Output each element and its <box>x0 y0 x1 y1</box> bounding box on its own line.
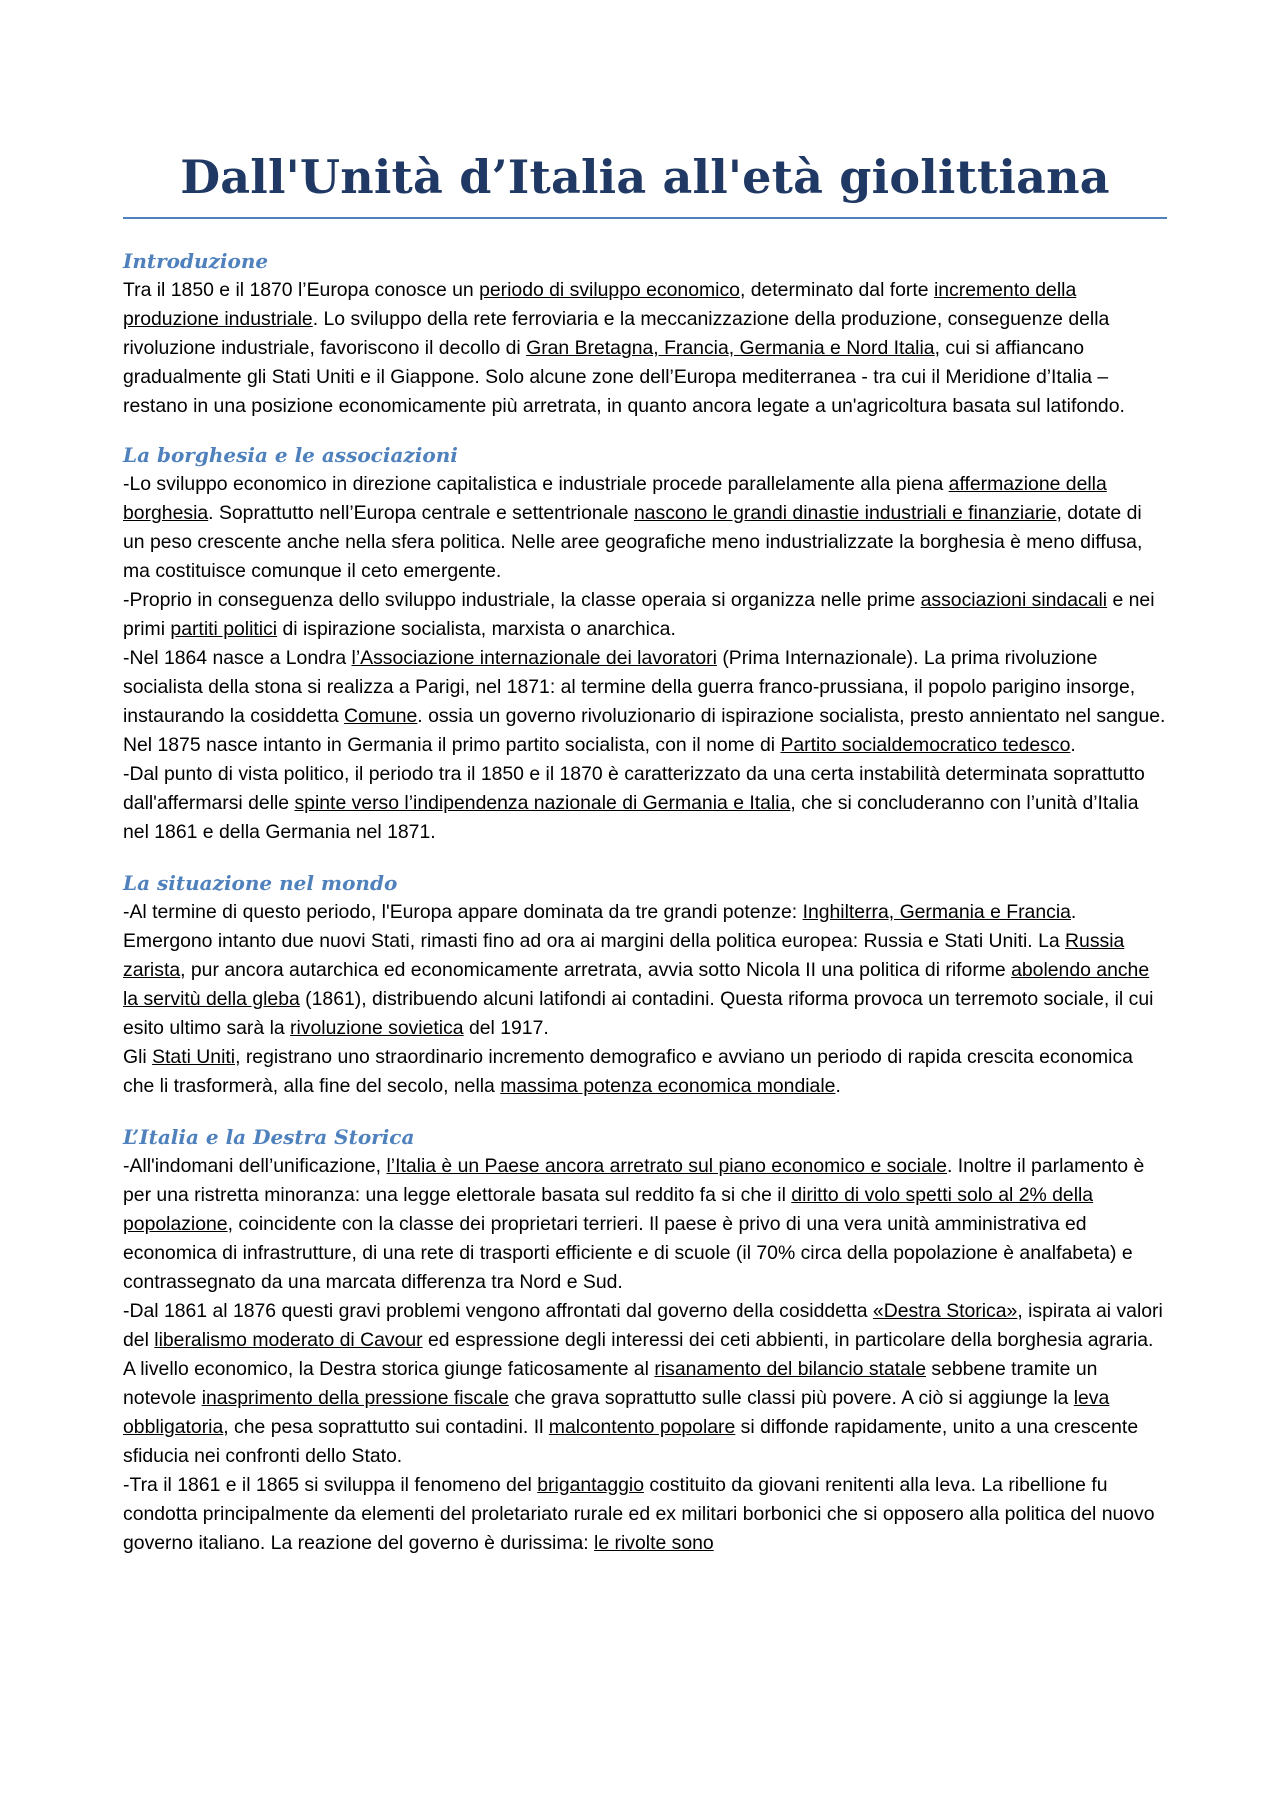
text-run: . <box>835 1075 841 1098</box>
underlined-text: diritto di volo spetti solo al 2% della popolazione <box>123 1184 1094 1236</box>
text-run: (Prima Internazionale). La prima rivoluzione socialista della stona si realizza a Parigi, nel 1871: al termine della guerra franco-prussiana, il popolo parigino insorge, instaurando la cosiddetta <box>123 647 1136 728</box>
text-run: -Nel 1864 nasce a Londra <box>123 647 352 670</box>
underlined-text: incremento della produzione industriale <box>123 279 1077 331</box>
underlined-text: Inghilterra, Germania e Francia <box>802 901 1071 924</box>
underlined-text: periodo di sviluppo economico <box>479 279 740 302</box>
underlined-text: Gran Bretagna, Francia, Germania e Nord Italia <box>526 337 935 360</box>
underlined-text: associazioni sindacali <box>920 589 1108 612</box>
text-run: , dotate di un peso crescente anche nella sfera politica. Nelle aree geografiche meno industrializzate la borghesia è meno diffusa, ma costituisce comunque il ceto emergente. <box>123 502 1143 583</box>
text-run: . Inoltre il parlamento è per una ristretta minoranza: una legge elettorale basata sul reddito fa si che il <box>123 1155 1145 1207</box>
section-heading: L’Italia e la Destra Storica <box>123 1125 415 1150</box>
text-run: di ispirazione socialista, marxista o anarchica. <box>277 618 676 641</box>
underlined-text: massima potenza economica mondiale <box>500 1075 836 1098</box>
text-run: -Al termine di questo periodo, l'Europa appare dominata da tre grandi potenze: <box>123 901 803 924</box>
text-run: del 1917. <box>463 1017 549 1040</box>
text-run: -Lo sviluppo economico in direzione capitalistica e industriale procede parallelamente alla piena <box>123 473 949 496</box>
text-run: , pur ancora autarchica ed economicamente arretrata, avvia sotto Nicola II una politica di riforme <box>180 959 1012 982</box>
section-heading: Introduzione <box>123 249 269 274</box>
text-run: -All'indomani dell’unificazione, <box>123 1155 387 1178</box>
text-run: , registrano uno straordinario incremento demografico e avviano un periodo di rapida crescita economica che li trasformerà, alla fine del secolo, nella <box>123 1046 1133 1098</box>
section <box>123 1123 1167 1558</box>
underlined-text: nascono le grandi dinastie industriali e finanziarie <box>633 502 1057 525</box>
document-body <box>123 247 1167 1558</box>
underlined-text: Stati Uniti <box>152 1046 236 1069</box>
paragraph <box>123 898 1167 1043</box>
section <box>123 247 1167 421</box>
text-run: . Emergono intanto due nuovi Stati, rimasti fino ad ora ai margini della politica europea: Russia e Stati Uniti. La <box>123 901 1077 953</box>
paragraph <box>123 276 1167 421</box>
text-run: ed espressione degli interessi dei ceti abbienti, in particolare della borghesia agraria. A livello economico, la Destra storica giunge faticosamente al <box>123 1329 1154 1381</box>
underlined-text: Comune <box>344 705 418 728</box>
underlined-text: abolendo anche la servitù della gleba <box>123 959 1150 1011</box>
text-run: sebbene tramite un notevole <box>123 1358 1098 1410</box>
paragraph <box>123 644 1167 760</box>
text-run: Gli <box>123 1046 153 1069</box>
underlined-text: Russia zarista <box>123 930 1125 982</box>
underlined-text: «Destra Storica» <box>872 1300 1018 1323</box>
text-run: , che si concluderanno con l’unità d’Italia nel 1861 e della Germania nel 1871. <box>123 792 1139 844</box>
text-run: -Tra il 1861 e il 1865 si sviluppa il fenomeno del <box>123 1474 538 1497</box>
section-heading: La situazione nel mondo <box>123 871 398 896</box>
underlined-text: malcontento popolare <box>548 1416 736 1439</box>
text-run: , cui si affiancano gradualmente gli Stati Uniti e il Giappone. Solo alcune zone dell’Europa mediterranea - tra cui il Meridione d’Italia – restano in una posizione economicamente più arretrata, in quanto ancora legate a un'agricoltura basata sul latifondo. <box>123 337 1125 418</box>
paragraph <box>123 1471 1167 1558</box>
text-run: -Dal 1861 al 1876 questi gravi problemi vengono affrontati dal governo della cosiddetta <box>123 1300 873 1323</box>
text-run: , ispirata ai valori del <box>123 1300 1163 1352</box>
paragraph <box>123 1043 1167 1101</box>
underlined-text: inasprimento della pressione fiscale <box>201 1387 509 1410</box>
paragraph <box>123 470 1167 586</box>
underlined-text: affermazione della borghesia <box>123 473 1107 525</box>
text-run: , coincidente con la classe dei proprietari terrieri. Il paese è privo di una vera unità amministrativa ed economica di infrastrutture, di una rete di trasporti efficiente e di scuole (il 70% circa della popolazione è analfabeta) e contrassegnato da una marcata differenza tra Nord e Sud. <box>123 1213 1133 1294</box>
text-run: . <box>1070 734 1076 757</box>
paragraph <box>123 1297 1167 1471</box>
underlined-text: brigantaggio <box>537 1474 644 1497</box>
text-run: , che pesa soprattutto sui contadini. Il <box>223 1416 549 1439</box>
text-run: . Soprattutto nell’Europa centrale e settentrionale <box>208 502 634 525</box>
section-heading: La borghesia e le associazioni <box>123 443 458 468</box>
text-run: si diffonde rapidamente, unito a una crescente sfiducia nei confronti dello Stato. <box>123 1416 1139 1468</box>
text-run: costituito da giovani renitenti alla leva. La ribellione fu condotta principalmente da elementi del proletariato rurale ed ex militari borbonici che si opposero alla politica del nuovo governo italiano. La reazione del governo è durissima: <box>123 1474 1155 1555</box>
paragraph <box>123 760 1167 847</box>
underlined-text: l’Italia è un Paese ancora arretrato sul piano economico e sociale <box>386 1155 947 1178</box>
underlined-text: l’Associazione internazionale dei lavoratori <box>351 647 717 670</box>
underlined-text: leva obbligatoria <box>123 1387 1110 1439</box>
text-run: che grava soprattutto sulle classi più povere. A ciò si aggiunge la <box>508 1387 1074 1410</box>
page-title: Dall'Unità d’Italia all'età giolittiana <box>123 150 1167 219</box>
underlined-text: le rivolte sono <box>594 1532 714 1555</box>
text-run: (1861), distribuendo alcuni latifondi ai contadini. Questa riforma provoca un terremoto sociale, il cui esito ultimo sarà la <box>123 988 1154 1040</box>
underlined-text: partiti politici <box>170 618 278 641</box>
paragraph <box>123 586 1167 644</box>
text-run: . ossia un governo rivoluzionario di ispirazione socialista, presto annientato nel sangue. Nel 1875 nasce intanto in Germania il primo partito socialista, con il nome di <box>123 705 1166 757</box>
text-run: , determinato dal forte <box>739 279 934 302</box>
underlined-text: spinte verso l’indipendenza nazionale di Germania e Italia <box>294 792 791 815</box>
section <box>123 441 1167 847</box>
underlined-text: Partito socialdemocratico tedesco <box>780 734 1071 757</box>
paragraph <box>123 1152 1167 1297</box>
underlined-text: risanamento del bilancio statale <box>654 1358 926 1381</box>
text-run: -Dal punto di vista politico, il periodo tra il 1850 e il 1870 è caratterizzato da una certa instabilità determinata soprattutto dall'affermarsi delle <box>123 763 1145 815</box>
section <box>123 869 1167 1101</box>
underlined-text: liberalismo moderato di Cavour <box>154 1329 423 1352</box>
text-run: -Proprio in conseguenza dello sviluppo industriale, la classe operaia si organizza nelle prime <box>123 589 921 612</box>
text-run: . Lo sviluppo della rete ferroviaria e la meccanizzazione della produzione, conseguenze della rivoluzione industriale, favoriscono il decollo di <box>123 308 1110 360</box>
document-page <box>123 150 1167 1558</box>
text-run: Tra il 1850 e il 1870 l’Europa conosce un <box>123 279 480 302</box>
text-run: e nei primi <box>123 589 1155 641</box>
underlined-text: rivoluzione sovietica <box>290 1017 464 1040</box>
